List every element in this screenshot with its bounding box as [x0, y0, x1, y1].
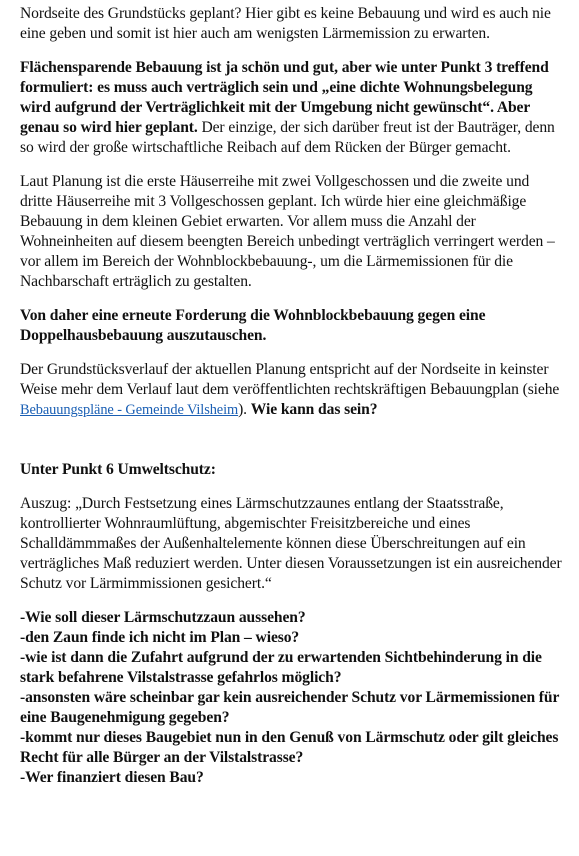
paragraph-forderung: Von daher eine erneute Forderung die Wohnblockbebauung gegen eine Doppelhausbebauung auszutauschen. [20, 307, 486, 344]
list-item: -kommt nur dieses Baugebiet nun in den Genuß von Lärmschutz oder gilt gleiches Recht für alle Bürger an der Vilstalstrasse? [20, 729, 559, 766]
list-item: -wie ist dann die Zufahrt aufgrund der zu erwartenden Sichtbehinderung in die stark befahrene Vilstalstrasse gefahrlos möglich? [20, 649, 542, 686]
paragraph-planung: Laut Planung ist die erste Häuserreihe mit zwei Vollgeschossen und die zweite und dritte Häuserreihe mit 3 Vollgeschossen geplant. Ich würde hier eine gleichmäßige Bebauung in dem kleinen Gebiet erwarten. Vor allem muss die Anzahl der Wohneinheiten auf diesem beengten Bereich unbedingt verträglich verringert werden – vor allem im Bereich der Wohnblockbebauung-, um die Lärmemissionen für die Nachbarschaft erträglich zu gestalten. [20, 173, 555, 290]
paragraph-text: Der einzige, der sich darüber freut ist der Bauträger, denn so wird der große wirtschaftliche Reibach auf dem Rücken der Bürger gemacht. [20, 119, 555, 156]
question-list [20, 608, 563, 788]
paragraph-auszug: Auszug: „Durch Festsetzung eines Lärmschutzzaunes entlang der Staatsstraße, kontrollierter Wohnraumlüftung, abgemischter Freisitzbereiche und eines Schalldämmmaßes der Außenhaltelemente können diese Überschreitungen auf ein verträgliches Maß reduziert werden. Unter diesen Voraussetzungen ist ein ausreichender Schutz vor Lärmimmissionen gesichert.“ [20, 495, 562, 592]
section-heading: Unter Punkt 6 Umweltschutz: [20, 461, 216, 478]
paragraph-nordseite: Nordseite des Grundstücks geplant? Hier gibt es keine Bebauung und wird es auch nie eine geben und somit ist hier auch am wenigsten Lärmemission zu erwarten. [20, 5, 551, 42]
paragraph-text: Der Grundstücksverlauf der aktuellen Planung entspricht auf der Nordseite in keinster Weise mehr dem Verlauf laut dem veröffentlichten rechtskräftigen Bebauungplan (siehe [20, 361, 560, 398]
list-item: -den Zaun finde ich nicht im Plan – wieso? [20, 629, 300, 646]
paragraph-grundstuecksverlauf [20, 360, 563, 420]
bebauungsplaene-link[interactable]: Bebauungspläne - Gemeinde Vilsheim [20, 402, 239, 418]
list-item: -ansonsten wäre scheinbar gar kein ausreichender Schutz vor Lärmemissionen für eine Baugenehmigung gegeben? [20, 689, 560, 726]
bold-statement: Flächensparende Bebauung ist ja schön und gut, aber wie unter Punkt 3 treffend formuliert: es muss auch verträglich sein und „eine dichte Wohnungsbelegung wird aufgrund der Verträglichkeit mit der Umgebung nicht gewünscht“. Aber genau so wird hier geplant. [20, 59, 549, 136]
list-item: -Wer finanziert diesen Bau? [20, 769, 204, 786]
paragraph-text: ). [238, 401, 251, 418]
bold-question: Wie kann das sein? [250, 401, 378, 418]
paragraph-flaechensparend [20, 58, 563, 158]
list-item: -Wie soll dieser Lärmschutzzaun aussehen? [20, 609, 306, 626]
